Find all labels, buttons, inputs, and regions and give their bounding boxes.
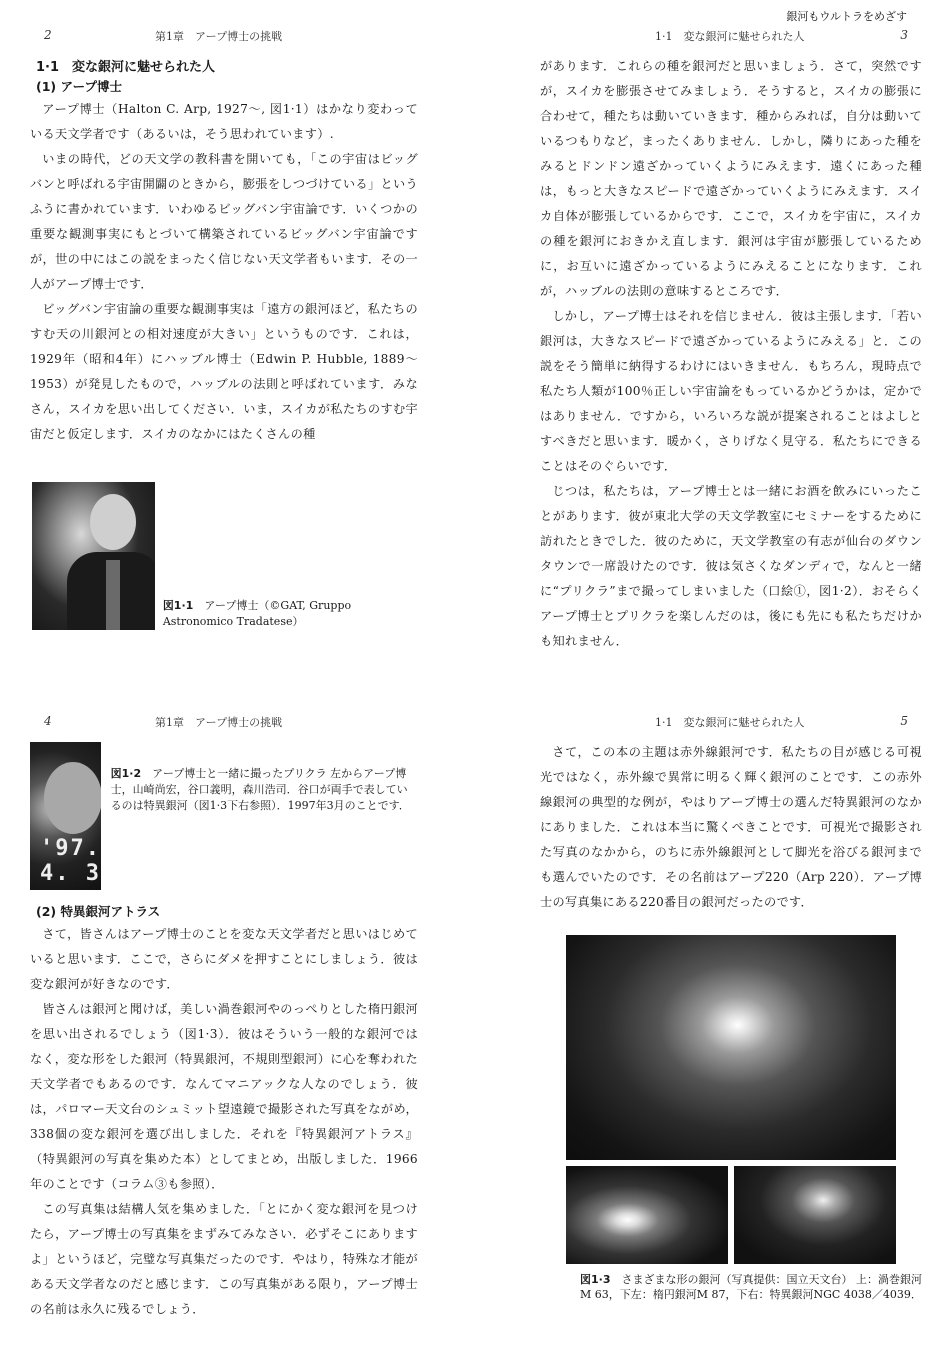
running-head bbox=[540, 28, 922, 46]
paragraph: じつは，私たちは，アープ博士とは一緒にお酒を飲みにいったことがあります．彼が東北大学の天文学教室にセミナーをするために訪れたときでした．彼のために，天文学教室の有志が仙台のダウンタウンで一席設けたのです．彼は気さくなダンディで，なんと一緒に“プリクラ”まで撮ってしまいました（口絵①，図1·2）．おそらくアープ博士とプリクラを楽しんだのは，後にも先にも私たちだけかも知れません． bbox=[540, 484, 922, 648]
paragraph: さて，この本の主題は赤外線銀河です．私たちの目が感じる可視光ではなく，赤外線で異常に明るく輝く銀河のことです．この赤外線銀河の典型的な例が，やはりアープ博士の選んだ特異銀河のなかにありました．これは本当に驚くべきことです．可視光で撮影された写真のなかから，のちに赤外線銀河として脚光を浴びる銀河までも選んでいたのです．その名前はアープ220（Arp 220）．アープ博士の写真集にある220番目の銀河だったのです． bbox=[540, 745, 922, 909]
page-number: 2 bbox=[44, 28, 52, 42]
figure-caption: 図1·1 アープ博士（©GAT, Gruppo Astronomico Tradatese） bbox=[162, 599, 352, 628]
peculiar-galaxy-ngc4038-photo bbox=[734, 1166, 896, 1264]
paragraph: さて，皆さんはアープ博士のことを変な天文学者だと思いはじめていると思います．ここで，さらにダメを押すことにしましょう．彼は変な銀河が好きなのです． bbox=[30, 927, 418, 991]
galaxy-photo-row bbox=[566, 1166, 922, 1264]
page-5 bbox=[540, 714, 922, 1302]
running-head bbox=[540, 714, 922, 732]
page-number: 4 bbox=[44, 714, 52, 728]
section-title: 1·1 変な銀河に魅せられた人 bbox=[36, 60, 216, 75]
page-number: 5 bbox=[900, 714, 908, 728]
photo-date: '97. 4. 3 bbox=[40, 836, 101, 886]
paragraph: いまの時代，どの天文学の教科書を開いても，「この宇宙はビッグバンと呼ばれる宇宙開闢のときから，膨張をしつづけている」というふうに書かれています．いわゆるビッグバン宇宙論です．いくつかの重要な観測事実にもとづいて構築されているビッグバン宇宙論ですが，世の中にはこの説をまったく信じない天文学者もいます．その一人がアープ博士です． bbox=[30, 152, 418, 291]
spiral-galaxy-m63-photo bbox=[566, 935, 896, 1160]
page-number: 3 bbox=[900, 28, 908, 42]
page-2 bbox=[30, 28, 418, 630]
figure-1-1 bbox=[30, 447, 418, 630]
paragraph: しかし，アープ博士はそれを信じません．彼は主張します．「若い銀河は，大きなスピードで遠ざかっているようにみえる」と．この説をそう簡単に納得するわけにはいきません．もちろん，現時点で私たち人類が100％正しい宇宙論をもっているかどうかは，定かではありません．ですから，いろいろな説が提案されることはよしとすべきだと思います．暖かく，さりげなく見守る．私たちにできることはそのぐらいです． bbox=[540, 309, 922, 473]
page-3 bbox=[540, 28, 922, 654]
subsection-title: (2) 特異銀河アトラス bbox=[36, 904, 161, 919]
running-head bbox=[30, 28, 418, 46]
paragraph: があります．これらの種を銀河だと思いましょう．さて，突然ですが，スイカを膨張させてみましょう．そうすると，スイカの膨張に合わせて，種たちは動いていきます．種からみれば，自分は動いているつもりなど，まったくありません．しかし，隣りにあった種をみるとドンドン遠ざかっていくようにみえます．遠くにあった種は，もっと大きなスピードで遠ざかっていくようにみえます．スイカ自体が膨張しているからです．ここで，スイカを宇宙に，スイカの種を銀河におきかえ直します．銀河は宇宙が膨張しているために，お互いに遠ざかっているようにみえることになります．これが，ハッブルの法則の意味するところです． bbox=[540, 59, 922, 298]
running-head-title: 第1章 アープ博士の挑戦 bbox=[155, 716, 283, 729]
elliptical-galaxy-m87-photo bbox=[566, 1166, 728, 1264]
paragraph: 皆さんは銀河と聞けば，美しい渦巻銀河やのっぺりとした楕円銀河を思い出されるでしょう（図1·3）．彼はそういう一般的な銀河ではなく，変な形をした銀河（特異銀河，不規則型銀河）に心を奪われた天文学者でもあるのです．なんてマニアックな人なのでしょう．彼は，パロマー天文台のシュミット望遠鏡で撮影された写真をながめ，338個の変な銀河を選び出しました．それを『特異銀河アトラス』（特異銀河の写真を集めた本）としてまとめ，出版しました．1966年のことです（コラム③も参照）． bbox=[30, 1002, 418, 1191]
purikura-photo bbox=[30, 742, 101, 890]
arp-portrait-photo bbox=[32, 482, 155, 630]
figure-caption: 図1·2 アープ博士と一緒に撮ったプリクラ 左からアープ博士，山崎尚宏，谷口義明，森川浩司．谷口が両手で表しているのは特異銀河（図1·3下右参照）．1997年3月のことです． bbox=[110, 767, 410, 812]
figure-1-2 bbox=[30, 732, 418, 890]
page-4 bbox=[30, 714, 418, 1322]
running-head-title: 1·1 変な銀河に魅せられた人 bbox=[655, 716, 805, 729]
running-head-title: 第1章 アープ博士の挑戦 bbox=[155, 30, 283, 43]
running-head-title: 1·1 変な銀河に魅せられた人 bbox=[655, 30, 805, 43]
subsection-title: (1) アープ博士 bbox=[36, 79, 122, 94]
book-title: 銀河もウルトラをめざす bbox=[786, 10, 907, 23]
running-head bbox=[30, 714, 418, 732]
figure-caption: 図1·3 さまざまな形の銀河（写真提供：国立天文台） 上：渦巻銀河M 63，下左：楕円銀河M 87，下右：特異銀河NGC 4038／4039． bbox=[580, 1273, 922, 1301]
paragraph: ビッグバン宇宙論の重要な観測事実は「遠方の銀河ほど，私たちのすむ天の川銀河との相対速度が大きい」というものです．これは，1929年（昭和4年）にハッブル博士（Edwin P. Hubble, 1889〜1953）が発見したもので，ハッブルの法則と呼ばれています．みなさん，スイカを思い出してください．いま，スイカが私たちのすむ宇宙だと仮定します．スイカのなかにはたくさんの種 bbox=[30, 302, 418, 441]
paragraph: アープ博士（Halton C. Arp, 1927〜, 図1·1）はかなり変わっている天文学者です（あるいは，そう思われています）. bbox=[30, 102, 418, 141]
paragraph: この写真集は結構人気を集めました．「とにかく変な銀河を見つけたら，アープ博士の写真集をまずみてみなさい．必ずそこにありますよ」というほど，完璧な写真集だったのです．やはり，特殊な才能がある天文学者なのだと感じます．この写真集がある限り，アープ博士の名前は永久に残るでしょう． bbox=[30, 1202, 418, 1316]
